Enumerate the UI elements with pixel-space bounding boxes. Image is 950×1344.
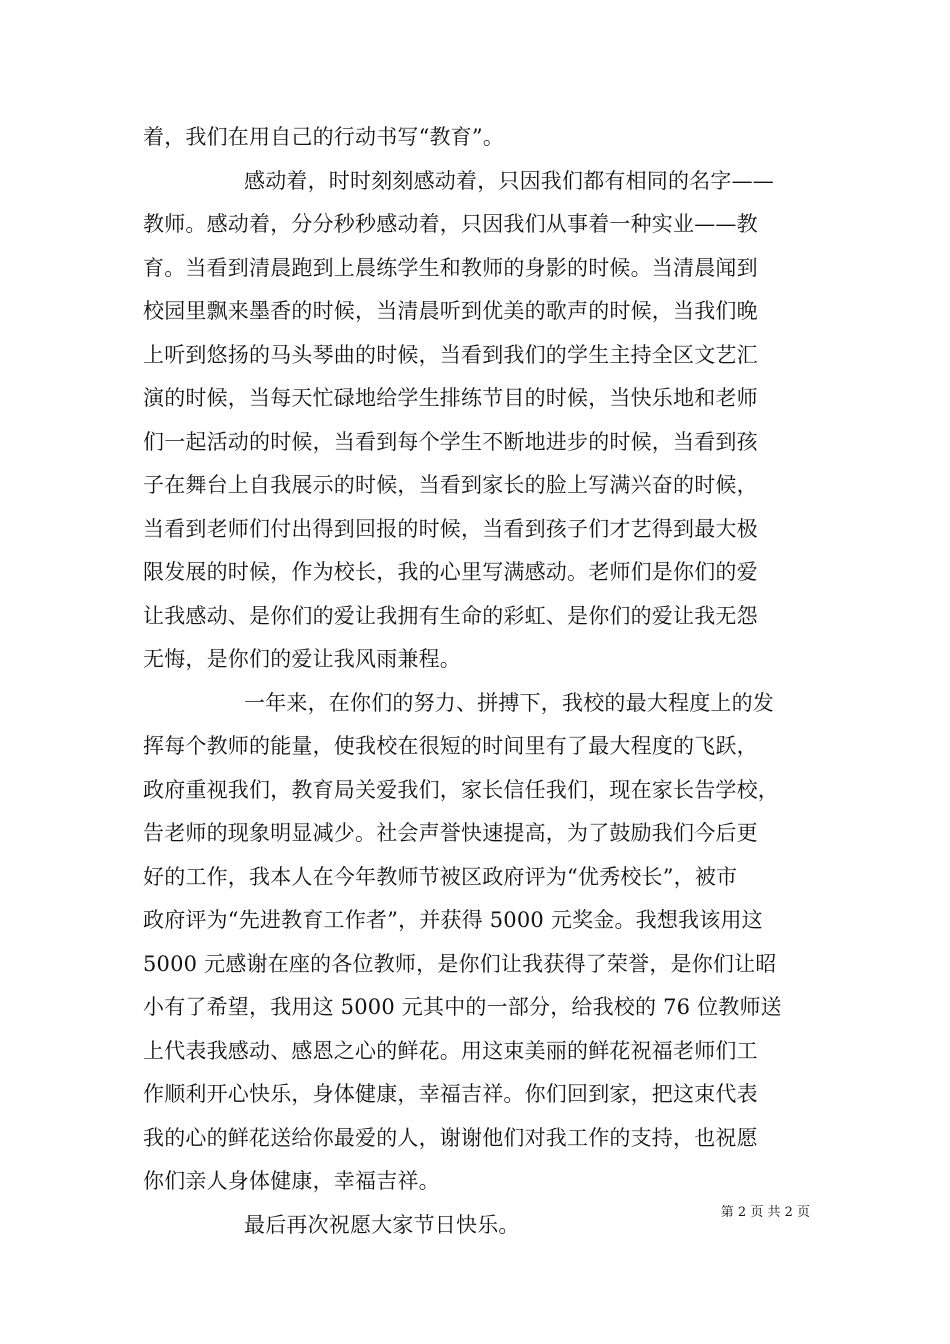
text-line: 政府评为“先进教育工作者”，并获得 5000 元奖金。我想我该用这	[143, 908, 763, 932]
paragraph-start-line: 感动着，时时刻刻感动着，只因我们都有相同的名字——	[244, 168, 774, 193]
document-body	[143, 116, 808, 1247]
page-number-footer: 第 2 页 共 2 页	[720, 1205, 810, 1220]
text-line: 上代表我感动、感恩之心的鲜花。用这束美丽的鲜花祝福老师们工	[143, 1038, 758, 1063]
text-line: 演的时候，当每天忙碌地给学生排练节目的时候，当快乐地和老师	[143, 386, 758, 410]
text-line: 当看到老师们付出得到回报的时候，当看到孩子们才艺得到最大极	[143, 516, 758, 541]
text-line: 子在舞台上自我展示的时候，当看到家长的脸上写满兴奋的时候，	[143, 473, 758, 497]
text-line: 着，我们在用自己的行动书写“教育”。	[143, 125, 505, 149]
text-line: 好的工作，我本人在今年教师节被区政府评为“优秀校长”，被市	[143, 864, 738, 889]
text-line: 作顺利开心快乐，身体健康，幸福吉祥。你们回到家，把这束代表	[143, 1082, 758, 1106]
text-line: 让我感动、是你们的爱让我拥有生命的彩虹、是你们的爱让我无怨	[143, 603, 758, 628]
paragraph-start-line: 一年来，在你们的努力、拼搏下，我校的最大程度上的发	[244, 690, 774, 715]
text-line: 告老师的现象明显减少。社会声誉快速提高，为了鼓励我们今后更	[143, 821, 758, 845]
text-line: 我的心的鲜花送给你最爱的人，谢谢他们对我工作的支持，也祝愿	[143, 1125, 758, 1150]
text-line: 小有了希望，我用这 5000 元其中的一部分，给我校的 76 位教师送	[143, 995, 782, 1019]
text-line: 教师。感动着，分分秒秒感动着，只因我们从事着一种实业——教	[143, 212, 758, 236]
text-line: 限发展的时候，作为校长，我的心里写满感动。老师们是你们的爱	[143, 560, 758, 584]
text-line: 无悔，是你们的爱让我风雨兼程。	[143, 647, 461, 671]
text-line: 政府重视我们，教育局关爱我们，家长信任我们，现在家长告学校，	[143, 777, 779, 802]
text-line: 你们亲人身体健康，幸福吉祥。	[143, 1169, 440, 1193]
text-line: 校园里飘来墨香的时候，当清晨听到优美的歌声的时候，当我们晚	[143, 299, 758, 323]
paragraph-start-line: 最后再次祝愿大家节日快乐。	[244, 1212, 520, 1237]
text-line: 育。当看到清晨跑到上晨练学生和教师的身影的时候。当清晨闻到	[143, 255, 758, 280]
text-line: 5000 元感谢在座的各位教师，是你们让我获得了荣誉，是你们让昭	[143, 951, 777, 976]
text-line: 们一起活动的时候，当看到每个学生不断地进步的时候，当看到孩	[143, 429, 758, 454]
text-line: 挥每个教师的能量，使我校在很短的时间里有了最大程度的飞跃，	[143, 734, 758, 758]
text-line: 上听到悠扬的马头琴曲的时候，当看到我们的学生主持全区文艺汇	[143, 342, 758, 367]
